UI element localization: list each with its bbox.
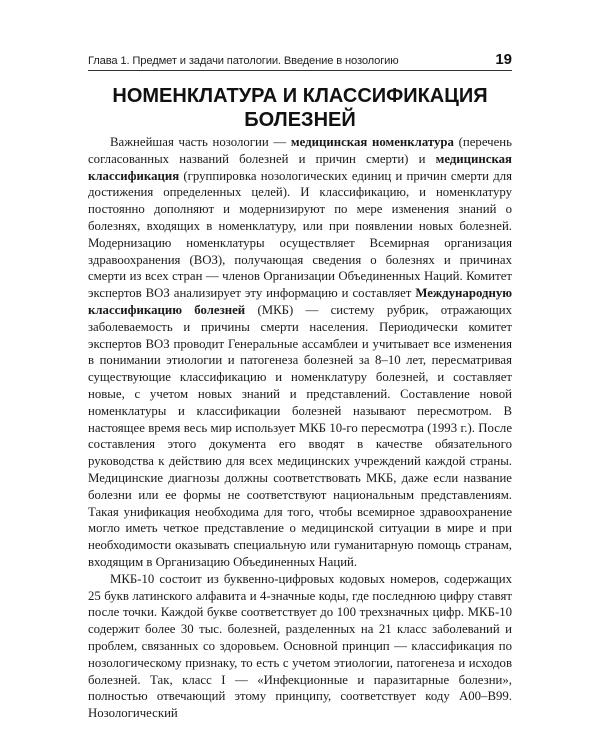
text-run: (группировка нозологических единиц и причин смерти для достижения определенных целей). И классификацию, и номенклатуру постоянно дополняют и модернизируют по мере изменения знаний о болезнях, входящих в номенклатуру, или при появлении новых болезней. Модернизацию номенклатуры осуществляет Всемирная организация здравоохранения (ВОЗ), получающая сведения о болезнях и причинах смерти из всех стран — членов Организации Объединенных Наций. Комитет экспертов ВОЗ анализирует эту информацию и составляет — [88, 168, 512, 301]
bold-term: Международную классификацию болезней — [88, 286, 512, 317]
text-run: (перечень согласованных названий болезней и причин смерти) и — [88, 135, 512, 166]
section-title-line-1: НОМЕНКЛАТУРА И КЛАССИФИКАЦИЯ — [112, 85, 488, 107]
text-run: (МКБ) — систему рубрик, отражающих заболеваемость и причины смерти населения. Периодически комитет экспертов ВОЗ проводит Генеральные ассамблеи и учитывает все изменения в понимании этиологии и патогенеза болезней за 8–10 лет, пересматривая существующие классификацию и номенклатуру болезней, и составляет новые, с учетом новых знаний и представлений. Составление новой номенклатуры и классификации болезней называют пересмотром. В настоящее время весь мир использует МКБ 10-го пересмотра (1993 г.). После составления этого документа его вводят в качестве обязательного руководства к действию для всех медицинских учреждений каждой страны. Медицинские диагнозы должны соответствовать МКБ, даже если название болезни или ее формы не соответствуют национальным представлениям. Такая унификация необходима для того, чтобы всемирное здравоохранение могло иметь четкое представление о медицинской ситуации в мире и при необходимости оказывать специальную или гуманитарную помощь странам, входящим в Организацию Объединенных Наций. — [88, 302, 512, 569]
section-title-line-2: БОЛЕЗНЕЙ — [244, 109, 356, 131]
chapter-title: Глава 1. Предмет и задачи патологии. Введение в нозологию — [88, 55, 399, 67]
paragraph — [88, 571, 512, 722]
body-text — [88, 134, 512, 722]
page-number: 19 — [495, 51, 512, 68]
paragraph — [88, 134, 512, 571]
running-header — [88, 48, 512, 71]
text-run: МКБ-10 состоит из буквенно-цифровых кодовых номеров, содержащих 25 букв латинского алфавита и 4-значные коды, где последнюю цифру ставят после точки. Каждой букве соответствует до 100 трехзначных цифр. МКБ-10 содержит более 30 тыс. болезней, разделенных на 21 класс заболеваний и проблем, связанных со здоровьем. Основной принцип — классификация по нозологическому признаку, то есть с учетом этиологии, патогенеза и исходов болезней. Так, класс I — «Инфекционные и паразитарные болезни», полностью отвечающий этому принципу, соответствует коду А00–В99. Нозологический — [88, 571, 512, 721]
bold-term: медицинская классификация — [88, 151, 512, 183]
bold-term: медицинская номенклатура — [290, 135, 454, 149]
text-run: Важнейшая часть нозологии — — [110, 135, 291, 149]
section-title — [88, 84, 512, 132]
